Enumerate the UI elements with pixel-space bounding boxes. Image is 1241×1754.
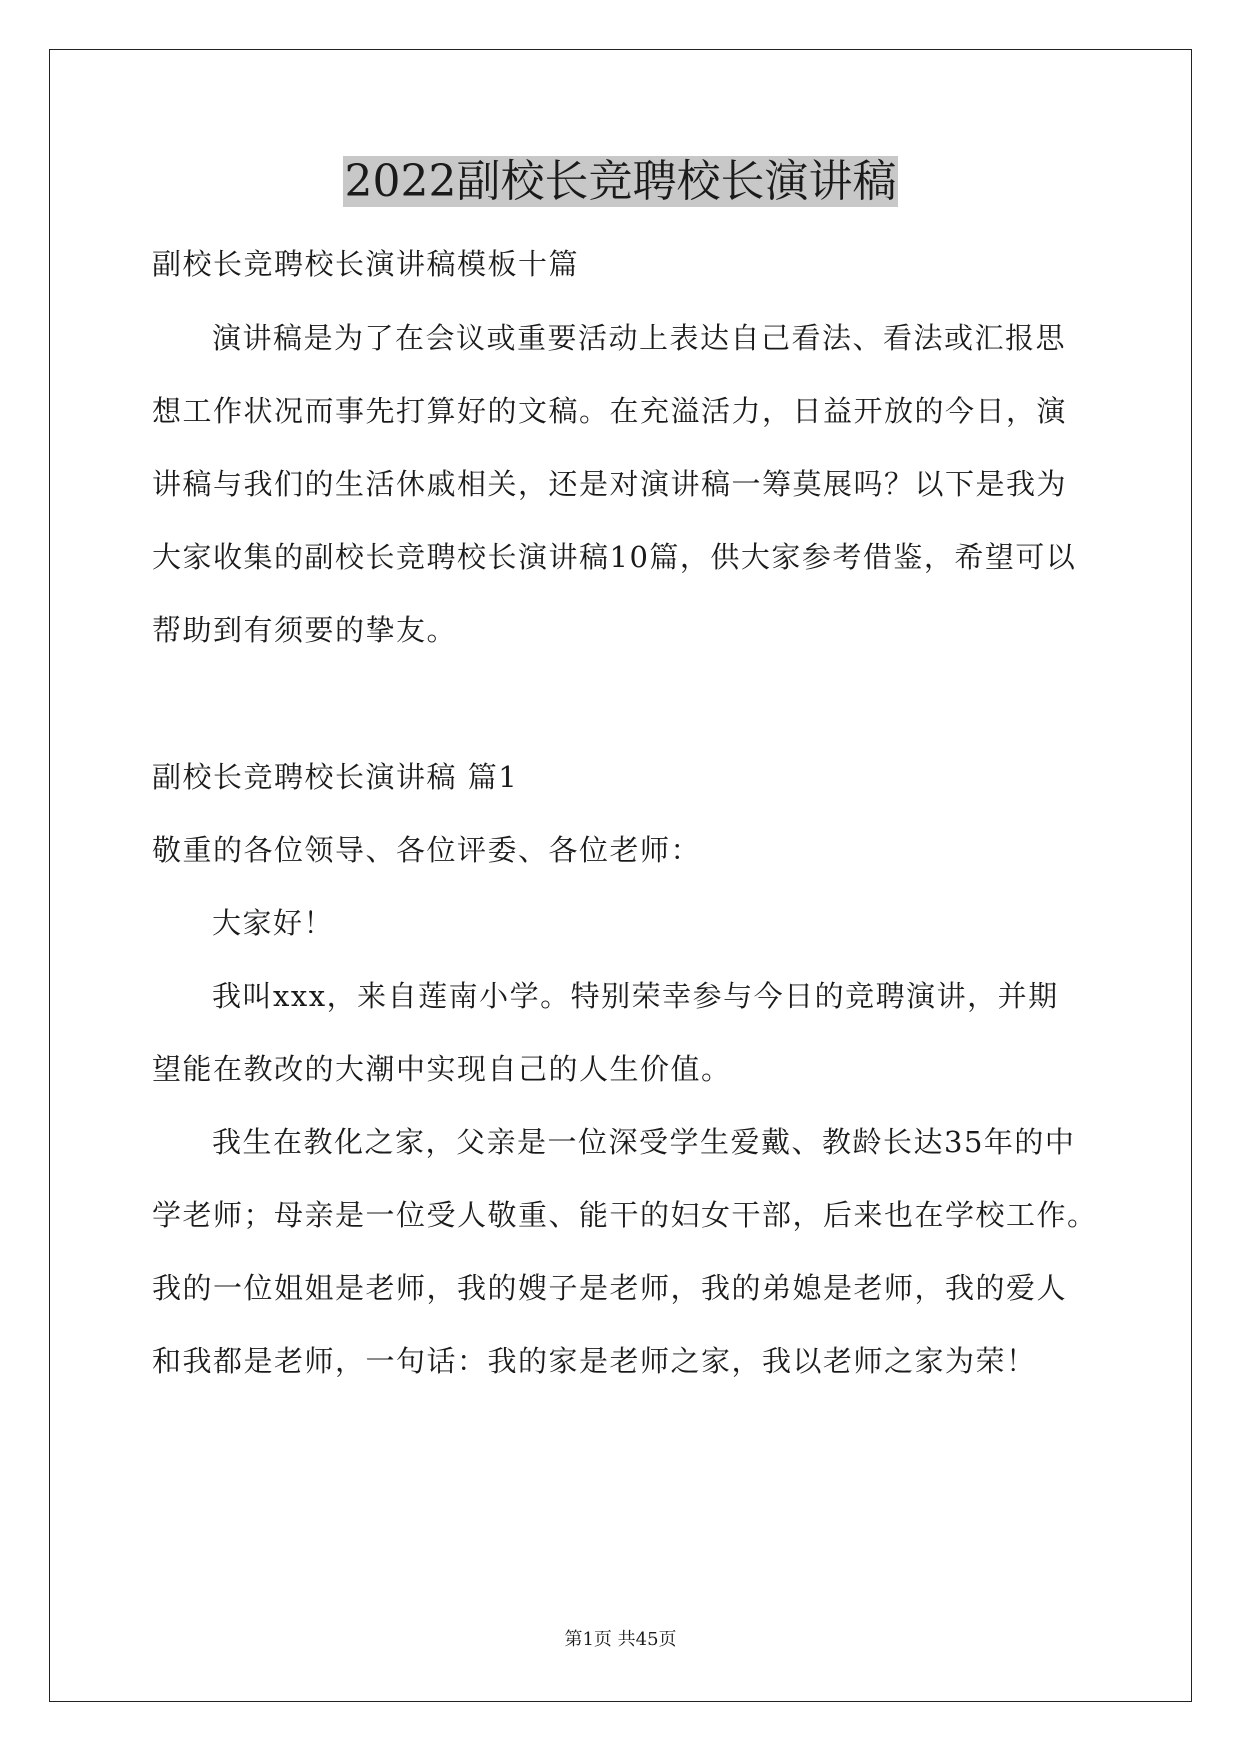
paragraph-line: 我叫xxx，来自莲南小学。特别荣幸参与今日的竞聘演讲，并期 (212, 979, 1059, 1013)
paragraph-line: 学老师；母亲是一位受人敬重、能干的妇女干部，后来也在学校工作。 (152, 1198, 1098, 1232)
paragraph-line: 讲稿与我们的生活休戚相关，还是对演讲稿一筹莫展吗？以下是我为 (152, 467, 1068, 501)
section-heading: 副校长竞聘校长演讲稿 篇1 (152, 760, 519, 794)
greeting-line: 大家好！ (212, 906, 335, 940)
page-border (49, 49, 1192, 1702)
page-footer: 第1页 共45页 (564, 1629, 677, 1650)
document-title (0, 152, 1241, 212)
paragraph-line: 帮助到有须要的挚友。 (152, 613, 458, 647)
paragraph-line: 望能在教改的大潮中实现自己的人生价值。 (152, 1052, 732, 1086)
paragraph-line: 想工作状况而事先打算好的文稿。在充溢活力，日益开放的今日，演 (152, 394, 1068, 428)
paragraph-line: 大家收集的副校长竞聘校长演讲稿10篇，供大家参考借鉴，希望可以 (152, 540, 1077, 574)
paragraph-line: 我的一位姐姐是老师，我的嫂子是老师，我的弟媳是老师，我的爱人 (152, 1271, 1068, 1305)
document-title-text: 2022副校长竞聘校长演讲稿 (344, 156, 897, 207)
paragraph-line: 演讲稿是为了在会议或重要活动上表达自己看法、看法或汇报思 (212, 321, 1067, 355)
paragraph-line: 我生在教化之家，父亲是一位深受学生爱戴、教龄长达35年的中 (212, 1125, 1076, 1159)
subtitle-line: 副校长竞聘校长演讲稿模板十篇 (152, 247, 580, 281)
paragraph-line: 和我都是老师，一句话：我的家是老师之家，我以老师之家为荣！ (152, 1344, 1037, 1378)
salutation-line: 敬重的各位领导、各位评委、各位老师： (152, 833, 702, 867)
